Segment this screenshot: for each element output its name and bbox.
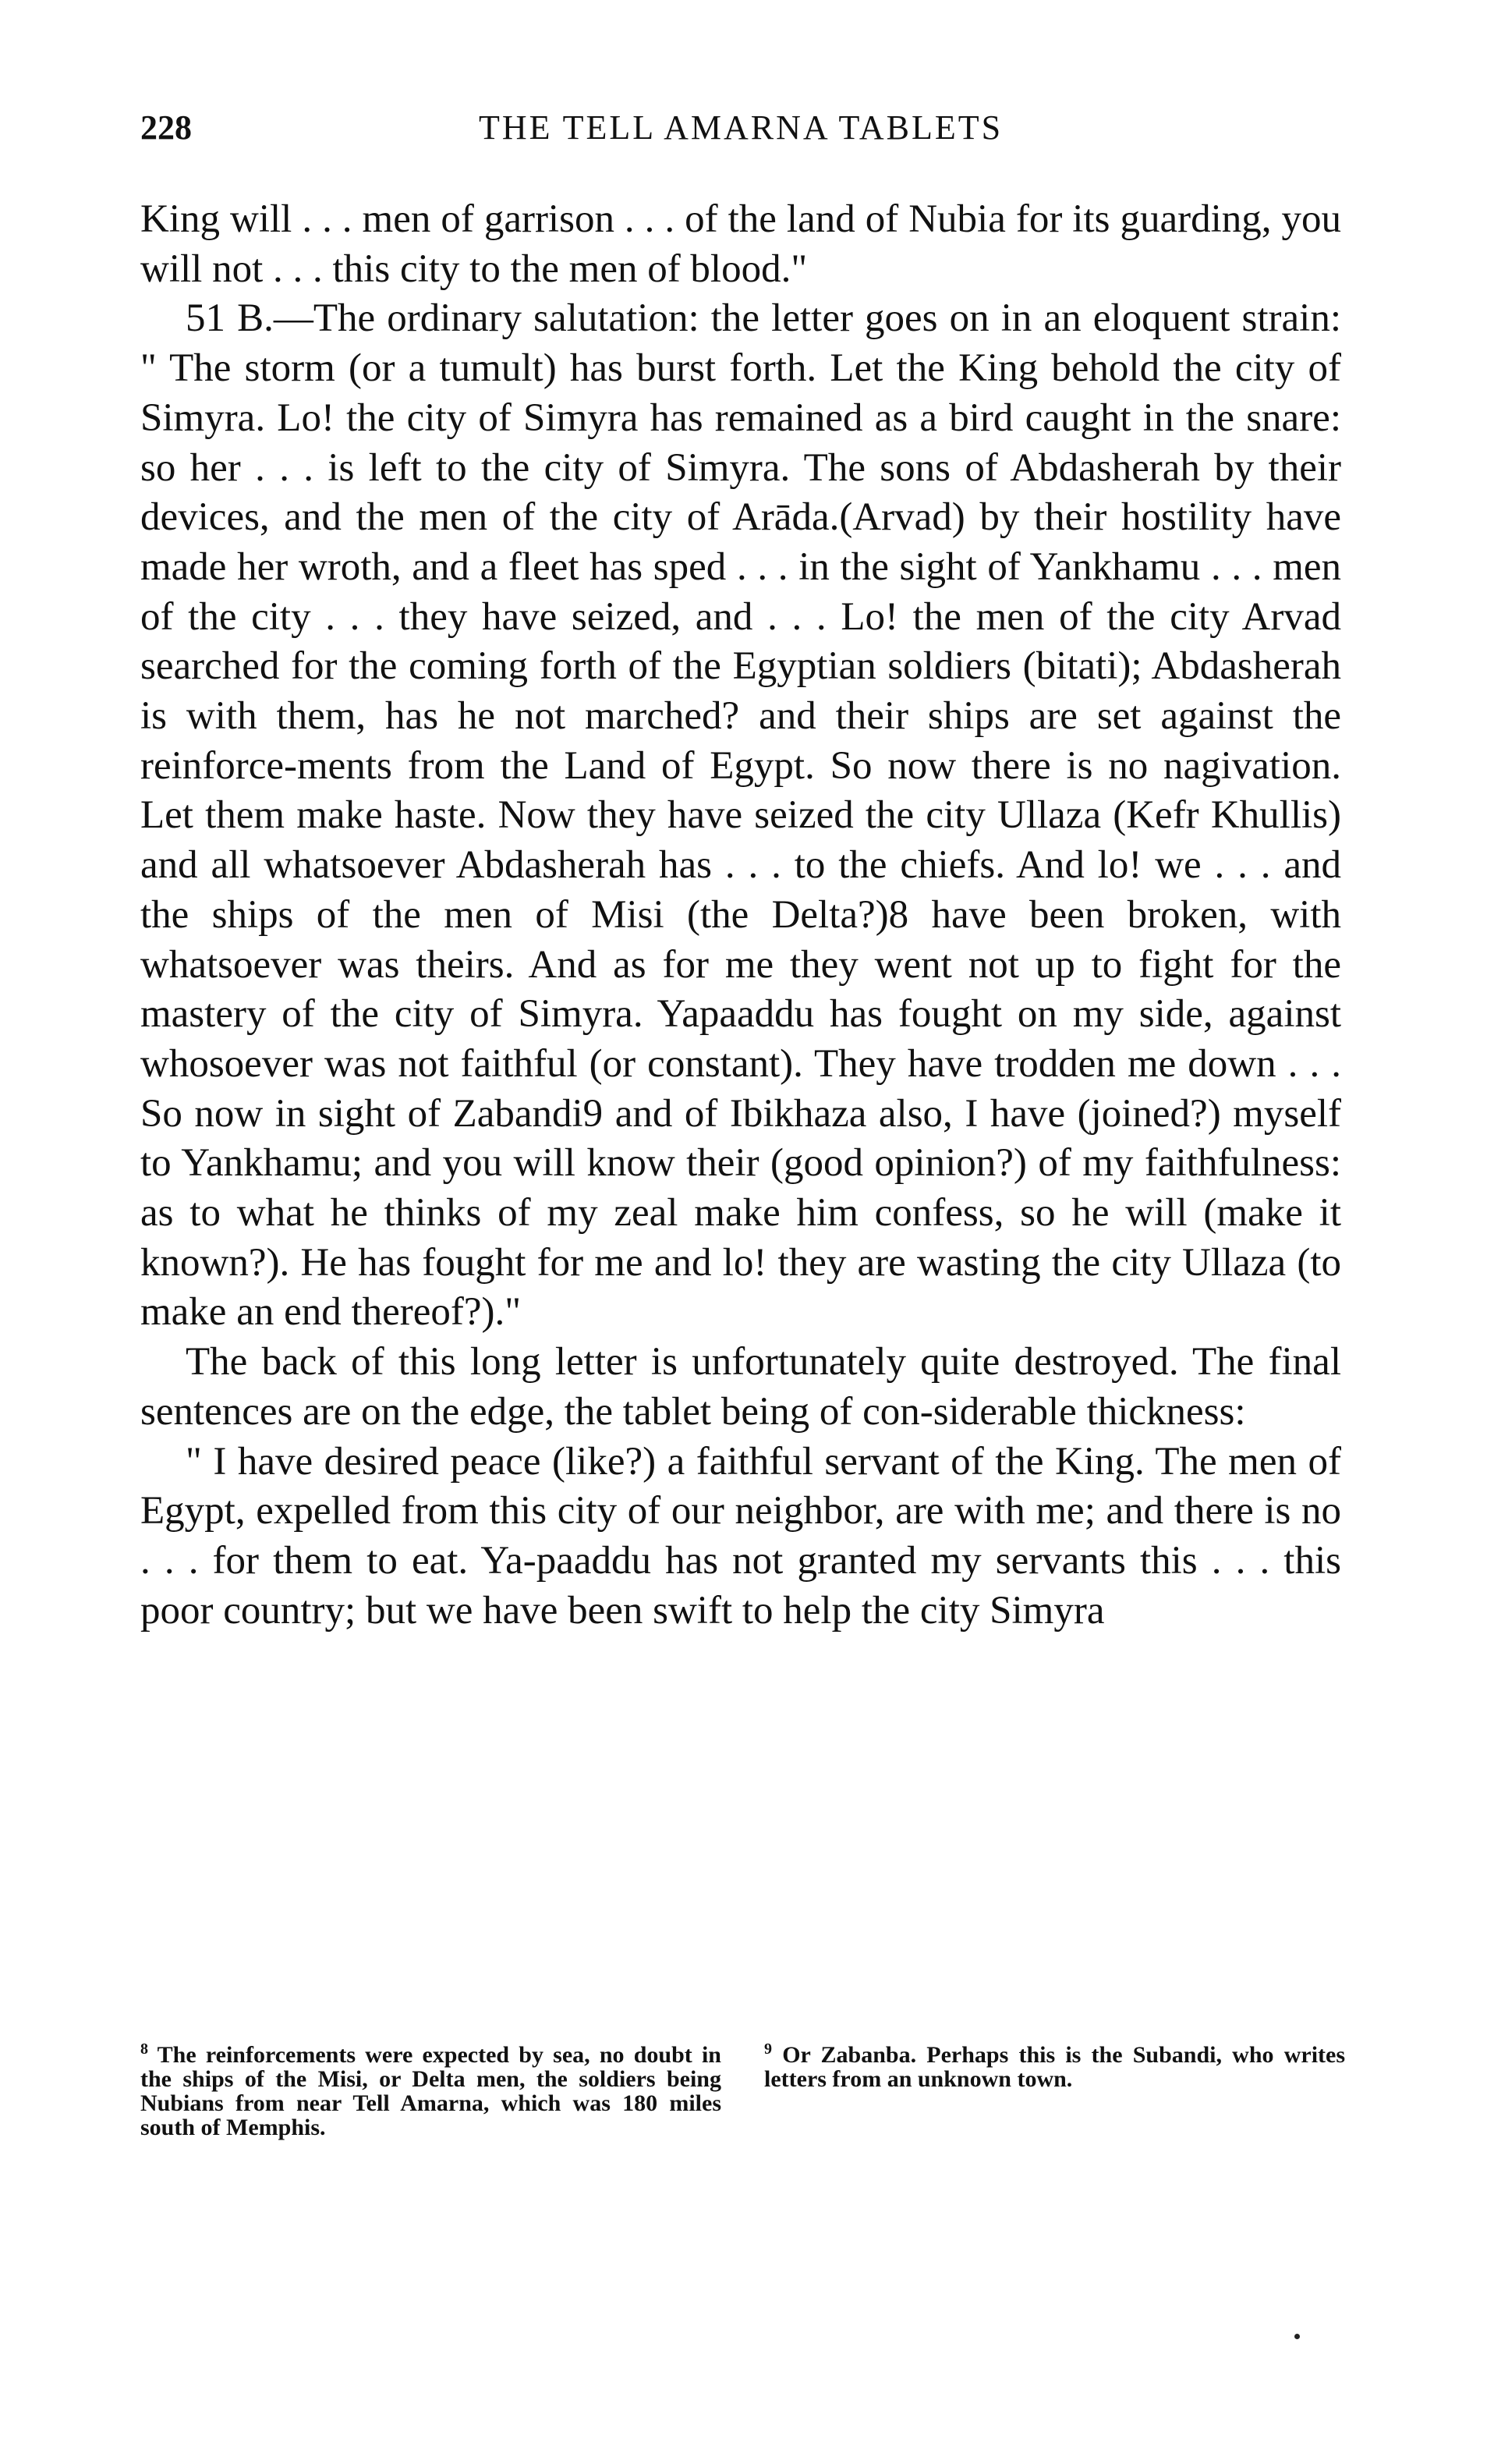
- page-number: 228: [140, 108, 192, 147]
- footnote-marker: 8: [140, 2040, 148, 2058]
- paragraph-back-of-letter: The back of this long letter is unfortunately quite destroyed. The final sentences are on the edge, the tablet being of con-siderable thickness:: [140, 1340, 1341, 1434]
- footnote-9: [764, 2037, 1345, 2091]
- footnote-marker: 9: [764, 2040, 772, 2058]
- page-dot-mark: [1294, 2334, 1300, 2339]
- paragraph-51b: 51 B.—The ordinary salutation: the letter goes on in an eloquent strain: " The storm (or a tumult) has burst forth. Let the King behold the city of Simyra. Lo! the city of Simyra has remained as a bird caught in the snare: so her . . . is left to the city of Simyra. The sons of Abdasherah by their devices, and the men of the city of Arāda.(Arvad) by their hostility have made her wroth, and a fleet has sped . . . in the sight of Yankhamu . . . men of the city . . . they have seized, and . . . Lo! the men of the city Arvad searched for the coming forth of the Egyptian soldiers (bitati); Abdasherah is with them, has he not marched? and their ships are set against the reinforce-ments from the Land of Egypt. So now there is no nagivation. Let them make haste. Now they have seized the city Ullaza (Kefr Khullis) and all whatsoever Abdasherah has . . . to the chiefs. And lo! we . . . and the ships of the men of Misi (the Delta?)8 have been broken, with whatsoever was theirs. And as for me they went not up to fight for the mastery of the city of Simyra. Yapaaddu has fought on my side, against whosoever was not faithful (or constant). They have trodden me down . . . So now in sight of Zabandi9 and of Ibikhaza also, I have (joined?) myself to Yankhamu; and you will know their (good opinion?) of my faithfulness: as to what he thinks of my zeal make him confess, so he will (make it known?). He has fought for me and lo! they are wasting the city Ullaza (to make an end thereof?).": [140, 296, 1341, 1335]
- footnote-text: The reinforcements were expected by sea, no doubt in the ships of the Misi, or Delta men, the soldiers being Nubians from near Tell Amarna, which was 180 miles south of Memphis.: [140, 2042, 721, 2140]
- running-title: THE TELL AMARNA TABLETS: [478, 108, 1004, 147]
- page-header: [140, 108, 1341, 162]
- paragraph-final-quote: " I have desired peace (like?) a faithful servant of the King. The men of Egypt, expelled from this city of our neighbor, are with me; and there is no . . . for them to eat. Ya-paaddu has not granted my servants this . . . this poor country; but we have been swift to help the city Simyra: [140, 1439, 1341, 1633]
- body-text: [140, 195, 1341, 1636]
- footnote-text: Or Zabanba. Perhaps this is the Subandi, who writes letters from an unknown town.: [764, 2042, 1346, 2092]
- footnote-8: [140, 2037, 721, 2140]
- paragraph-continued: King will . . . men of garrison . . . of the land of Nubia for its guarding, you will not . . . this city to the men of blood.": [140, 197, 1341, 291]
